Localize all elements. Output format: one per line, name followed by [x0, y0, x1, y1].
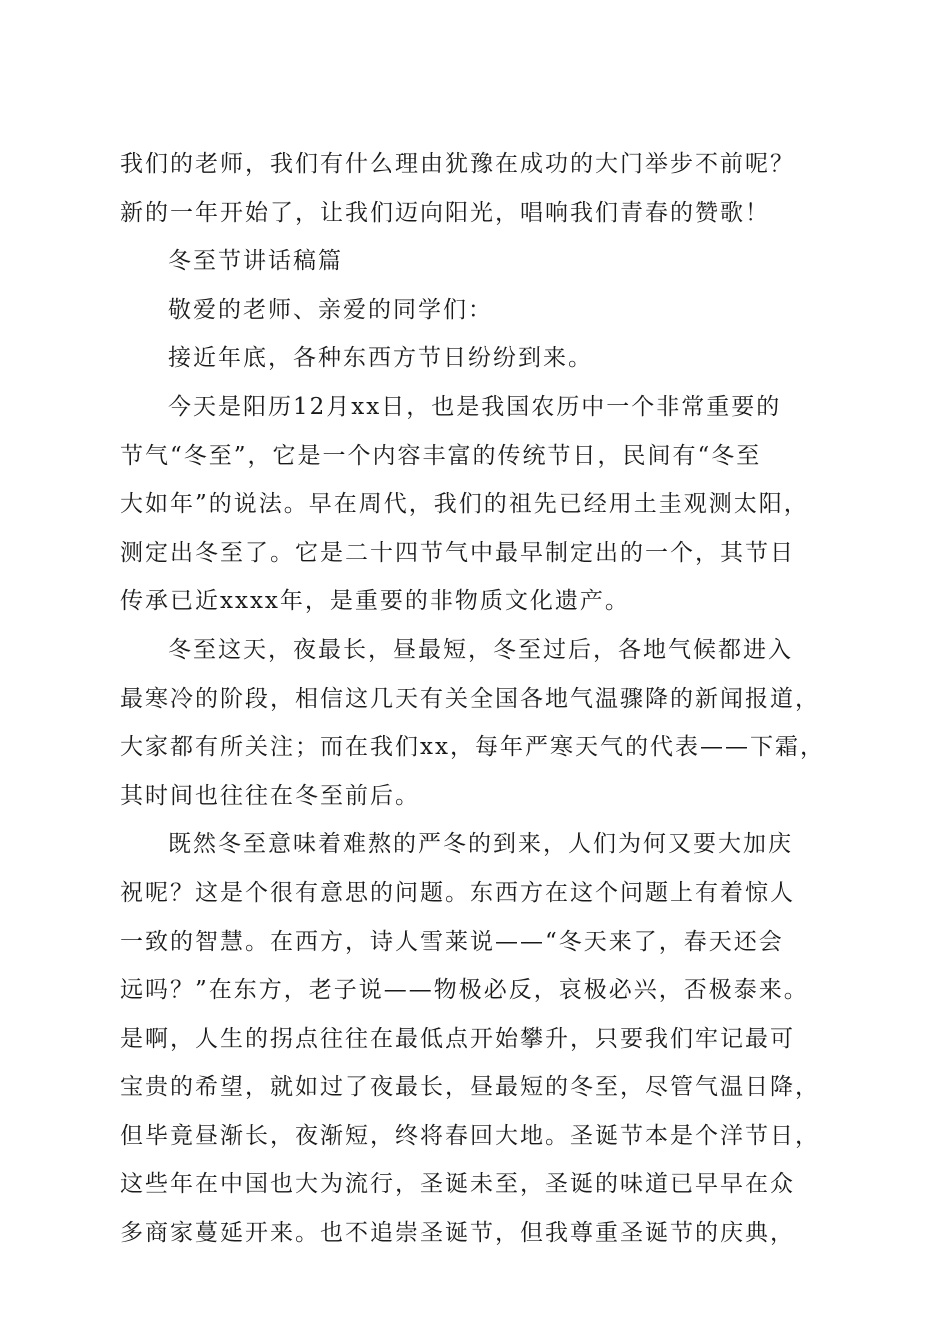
text-line: 远吗？”在东方，老子说——物极必反，哀极必兴，否极泰来。 — [120, 977, 809, 1004]
text-line: 是啊，人生的拐点往往在最低点开始攀升，只要我们牢记最可 — [120, 1025, 795, 1052]
text-line: 宝贵的希望，就如过了夜最长，昼最短的冬至，尽管气温日降， — [120, 1074, 820, 1101]
text-line: 一致的智慧。在西方，诗人雪莱说——“冬天来了，春天还会 — [120, 928, 784, 955]
text-line: 这些年在中国也大为流行，圣诞未至，圣诞的味道已早早在众 — [120, 1171, 795, 1198]
text-line: 其时间也往往在冬至前后。 — [120, 782, 420, 809]
text-line: 测定出冬至了。它是二十四节气中最早制定出的一个，其节日 — [120, 539, 795, 566]
text-line: 最寒冷的阶段，相信这几天有关全国各地气温骤降的新闻报道， — [120, 685, 820, 712]
text-line: 既然冬至意味着难熬的严冬的到来，人们为何又要大加庆 — [168, 831, 793, 858]
text-line: 新的一年开始了，让我们迈向阳光，唱响我们青春的赞歌！ — [120, 199, 770, 226]
text-line: 节气“冬至”，它是一个内容丰富的传统节日，民间有“冬至 — [120, 442, 762, 469]
document-body — [120, 140, 840, 1258]
text-line: 但毕竟昼渐长，夜渐短，终将春回大地。圣诞节本是个洋节日， — [120, 1122, 820, 1149]
text-line: 多商家蔓延开来。也不追崇圣诞节，但我尊重圣诞节的庆典， — [120, 1220, 795, 1247]
text-line: 我们的老师，我们有什么理由犹豫在成功的大门举步不前呢？ — [120, 151, 795, 177]
section-heading: 冬至节讲话稿篇 — [168, 248, 343, 275]
text-line: 大家都有所关注；而在我们xx，每年严寒天气的代表——下霜， — [120, 734, 825, 761]
text-line: 今天是阳历12月xx日，也是我国农历中一个非常重要的 — [168, 393, 782, 420]
salutation: 敬爱的老师、亲爱的同学们： — [168, 296, 493, 323]
text-line: 冬至这天，夜最长，昼最短，冬至过后，各地气候都进入 — [168, 636, 793, 663]
text-line: 传承已近xxxx年，是重要的非物质文化遗产。 — [120, 588, 630, 615]
text-line: 大如年”的说法。早在周代，我们的祖先已经用土圭观测太阳， — [120, 491, 809, 518]
text-line: 接近年底，各种东西方节日纷纷到来。 — [168, 345, 593, 372]
text-line: 祝呢？这是个很有意思的问题。东西方在这个问题上有着惊人 — [120, 879, 795, 906]
